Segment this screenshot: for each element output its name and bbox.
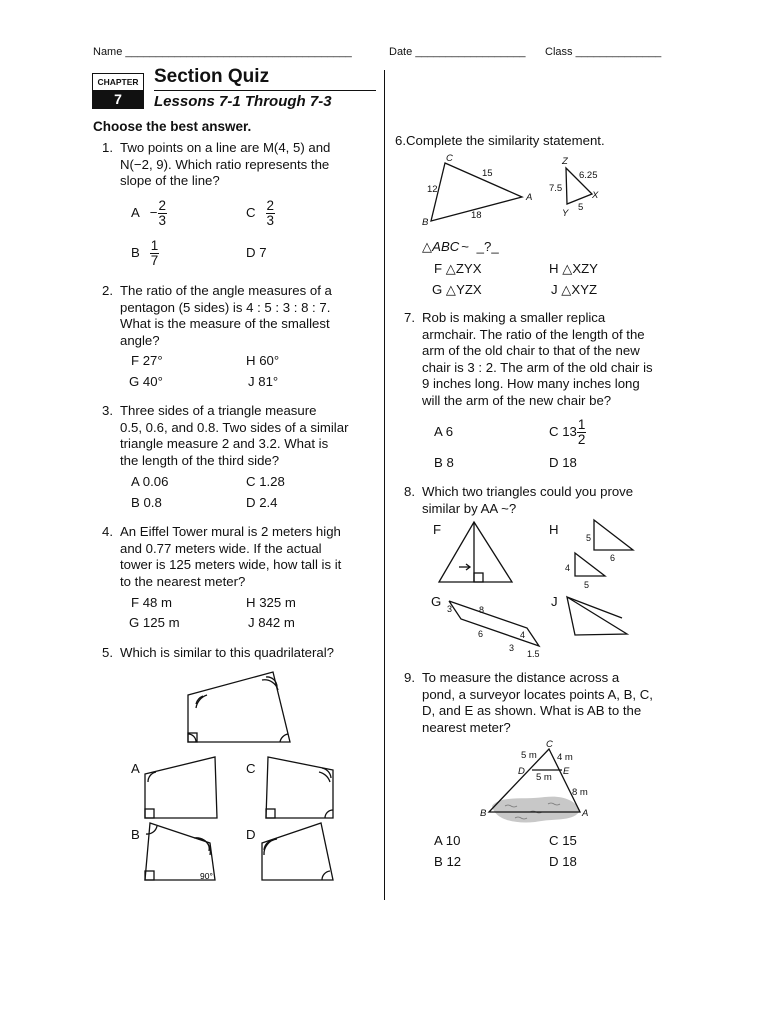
q3-choice-b[interactable]: B 0.8 [131, 495, 162, 510]
q8-g-num: 3 [509, 643, 515, 653]
q9-choice-d[interactable]: D 18 [549, 854, 577, 869]
q9-choice-a[interactable]: A 10 [434, 833, 461, 848]
q3-choice-d[interactable]: D 2.4 [246, 495, 278, 510]
q5-number: 5. [102, 645, 113, 660]
q6-side-625: 6.25 [579, 170, 598, 181]
q8-g-num: 6 [478, 629, 484, 639]
q8-label-h[interactable]: H [549, 522, 559, 537]
q6-side-18: 18 [471, 210, 482, 221]
q9-label-e: E [563, 766, 570, 777]
q8-g-num: 3 [447, 604, 453, 614]
q4-choice-j[interactable]: J 842 m [248, 615, 295, 630]
q8-h-num: 4 [565, 563, 571, 573]
q8-label-j[interactable]: J [551, 594, 558, 609]
q5-angle-label: 90° [200, 871, 213, 881]
q9-len-de: 5 m [536, 772, 552, 783]
date-line: __________________ [415, 46, 526, 58]
fraction: $\frac{1}{7}$ [150, 237, 159, 268]
q4-choice-f[interactable]: F 48 m [131, 595, 173, 610]
fraction: $\frac{1}{2}$ [577, 416, 586, 447]
q7-choice-a[interactable]: A 6 [434, 424, 454, 439]
q7-line: Rob is making a smaller replica [422, 310, 606, 325]
q4-number: 4. [102, 524, 113, 539]
q9-label-d: D [518, 766, 525, 777]
q8-label-g[interactable]: G [431, 594, 442, 609]
page-subtitle: Lessons 7-1 Through 7-3 [154, 93, 332, 110]
q9-label-a: A [582, 808, 589, 819]
q9-line: pond, a surveyor locates points A, B, C, [422, 686, 653, 702]
q7-choice-d[interactable]: D 18 [549, 455, 577, 470]
q7-choice-b[interactable]: B 8 [434, 455, 454, 470]
q4-choice-h[interactable]: H 325 m [246, 595, 296, 610]
q6-side-15: 15 [482, 168, 493, 179]
similar-symbol: ~ [461, 239, 469, 254]
q7-line: chair is 3 : 2. The arm of the old chair is [422, 359, 653, 375]
q2-choice-j[interactable]: J 81° [248, 374, 279, 389]
choice-letter: B [131, 244, 140, 260]
q6-label-x: X [592, 190, 599, 201]
instructions: Choose the best answer. [93, 119, 252, 134]
q2-choice-f[interactable]: F 27° [131, 353, 163, 368]
q9-label-c: C [546, 739, 553, 750]
q5-label-c[interactable]: C [246, 761, 256, 776]
q6-side-75: 7.5 [549, 183, 563, 194]
q9-len-cd: 5 m [521, 750, 537, 761]
q9-len-ce: 4 m [557, 752, 573, 763]
q3-line: triangle measure 2 and 3.2. What is [120, 436, 329, 451]
q6-side-12: 12 [427, 184, 438, 195]
q8-g-num: 8 [479, 605, 485, 615]
choice-letter: A [131, 204, 140, 220]
q7-number: 7. [404, 310, 415, 325]
q1-line: N(−2, 9). Which ratio represents the [120, 156, 330, 172]
fraction: $\frac{2}{3}$ [266, 197, 275, 228]
class-label: Class [545, 46, 573, 58]
q6-choice-j[interactable]: J △XYZ [551, 282, 598, 297]
q1-choice-d[interactable]: D 7 [246, 245, 267, 260]
q6-blank: _?_ [476, 239, 499, 254]
q6-side-5: 5 [578, 202, 584, 213]
q6-statement-text: ABC [432, 239, 460, 254]
q3-line: the length of the third side? [120, 452, 280, 468]
q5-text: Which is similar to this quadrilateral? [120, 645, 335, 660]
q2-choice-g[interactable]: G 40° [129, 374, 163, 389]
q5-label-b[interactable]: B [131, 827, 140, 842]
q4-line: and 0.77 meters wide. If the actual [120, 540, 322, 556]
q9-len-ea: 8 m [572, 787, 588, 798]
chapter-number-box: 7 [92, 90, 144, 109]
choice-letter: C [246, 204, 256, 220]
q7-line: arm of the old chair to that of the new [422, 343, 640, 358]
class-line: ______________ [575, 46, 662, 58]
name-line: _____________________________________ [125, 46, 352, 58]
q6-choice-f[interactable]: F △ZYX [434, 261, 482, 276]
q4-line: tower is 125 meters wide, how tall is it [120, 557, 342, 572]
q8-g-num: 1.5 [527, 649, 540, 659]
q7-line: will the arm of the new chair be? [422, 392, 612, 408]
q9-line: D, and E as shown. What is AB to the [422, 703, 642, 718]
q3-choice-a[interactable]: A 0.06 [131, 474, 169, 489]
q8-h-num: 6 [610, 553, 616, 563]
q2-line: What is the measure of the smallest [120, 316, 330, 331]
q9-label-b: B [480, 808, 487, 819]
q7-line: 9 inches long. How many inches long [422, 376, 640, 391]
q1-line: slope of the line? [120, 173, 220, 188]
q6-label-b: B [422, 217, 429, 228]
q8-h-num: 5 [586, 533, 592, 543]
q9-number: 9. [404, 670, 415, 685]
q2-line: The ratio of the angle measures of a [120, 283, 332, 298]
fraction: $\frac{2}{3}$ [158, 197, 167, 228]
q2-number: 2. [102, 283, 113, 298]
q1-number: 1. [102, 140, 113, 155]
q6-text: 6.Complete the similarity statement. [395, 133, 605, 148]
q5-label-a[interactable]: A [131, 761, 140, 776]
pond-shape [492, 797, 580, 823]
q6-choice-h[interactable]: H △XZY [549, 261, 598, 276]
q6-label-a: A [526, 192, 533, 203]
q1-line: Two points on a line are M(4, 5) and [120, 140, 331, 155]
q9-line: nearest meter? [422, 719, 511, 735]
q8-h-num: 5 [584, 580, 590, 590]
q8-g-num: 4 [520, 630, 526, 640]
q3-choice-c[interactable]: C 1.28 [246, 474, 285, 489]
q6-label-z: Z [562, 156, 568, 167]
q6-choice-g[interactable]: G △YZX [432, 282, 482, 297]
q2-choice-h[interactable]: H 60° [246, 353, 280, 368]
q3-number: 3. [102, 403, 113, 418]
q9-choice-b[interactable]: B 12 [434, 854, 462, 869]
chapter-label-box: CHAPTER [92, 73, 144, 91]
q6-label-y: Y [562, 208, 569, 219]
q9-line: To measure the distance across a [422, 670, 620, 685]
minus-sign: − [149, 204, 158, 220]
date-label: Date [389, 46, 413, 58]
q3-line: Three sides of a triangle measure [120, 403, 317, 418]
q3-line: 0.5, 0.6, and 0.8. Two sides of a similar [120, 419, 349, 435]
mixed-number-whole: C 13 [549, 423, 577, 439]
q6-label-c: C [446, 153, 453, 164]
q4-line: to the nearest meter? [120, 573, 246, 589]
q8-number: 8. [404, 484, 415, 499]
triangle-icon: △ [422, 239, 433, 254]
q2-line: pentagon (5 sides) is 4 : 5 : 3 : 8 : 7. [120, 299, 331, 315]
page-title: Section Quiz [154, 66, 270, 87]
q8-label-f[interactable]: F [433, 522, 442, 537]
q8-line: similar by AA ~? [422, 500, 517, 516]
q9-choice-c[interactable]: C 15 [549, 833, 577, 848]
q2-line: angle? [120, 332, 160, 348]
q5-label-d[interactable]: D [246, 827, 256, 842]
q8-line: Which two triangles could you prove [422, 484, 634, 499]
q4-choice-g[interactable]: G 125 m [129, 615, 180, 630]
name-label: Name [93, 46, 123, 58]
q7-line: armchair. The ratio of the length of the [422, 326, 645, 342]
q4-line: An Eiffel Tower mural is 2 meters high [120, 524, 341, 539]
